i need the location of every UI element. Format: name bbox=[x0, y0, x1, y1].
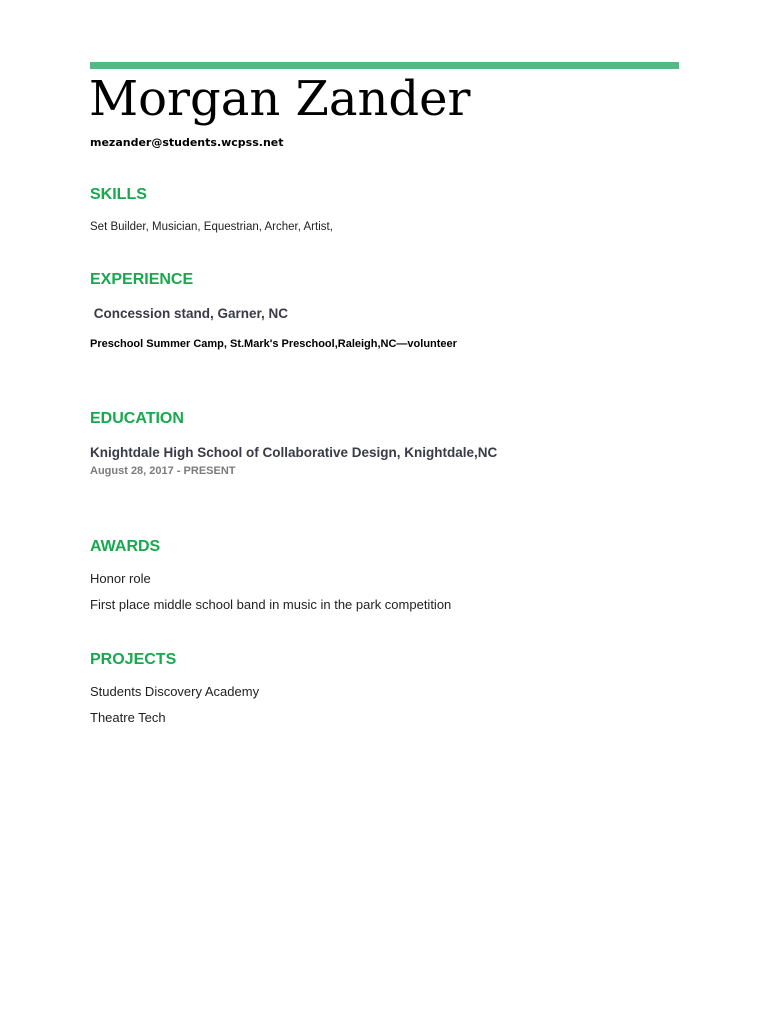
email-address: mezander@students.wcpss.net bbox=[90, 136, 284, 149]
experience-item-concession-stand: Concession stand, Garner, NC bbox=[90, 306, 289, 321]
project-item: Theatre Tech bbox=[90, 710, 166, 725]
education-school: Knightdale High School of Collaborative Design, Knightdale,NC bbox=[90, 445, 498, 460]
award-item: Honor role bbox=[90, 571, 151, 586]
experience-heading: EXPERIENCE bbox=[90, 271, 194, 288]
education-dates: August 28, 2017 - PRESENT bbox=[90, 465, 236, 477]
project-item: Students Discovery Academy bbox=[90, 684, 260, 699]
award-item: First place middle school band in music in the park competition bbox=[90, 597, 452, 612]
education-heading: EDUCATION bbox=[90, 410, 184, 427]
candidate-name: Morgan Zander bbox=[89, 71, 471, 127]
projects-heading: PROJECTS bbox=[90, 651, 177, 668]
experience-item-preschool-camp: Preschool Summer Camp, St.Mark's Preschool,Raleigh,NC—volunteer bbox=[90, 338, 457, 350]
skills-list: Set Builder, Musician, Equestrian, Archer, Artist, bbox=[90, 221, 333, 233]
awards-heading: AWARDS bbox=[90, 538, 161, 555]
skills-heading: SKILLS bbox=[90, 186, 147, 203]
